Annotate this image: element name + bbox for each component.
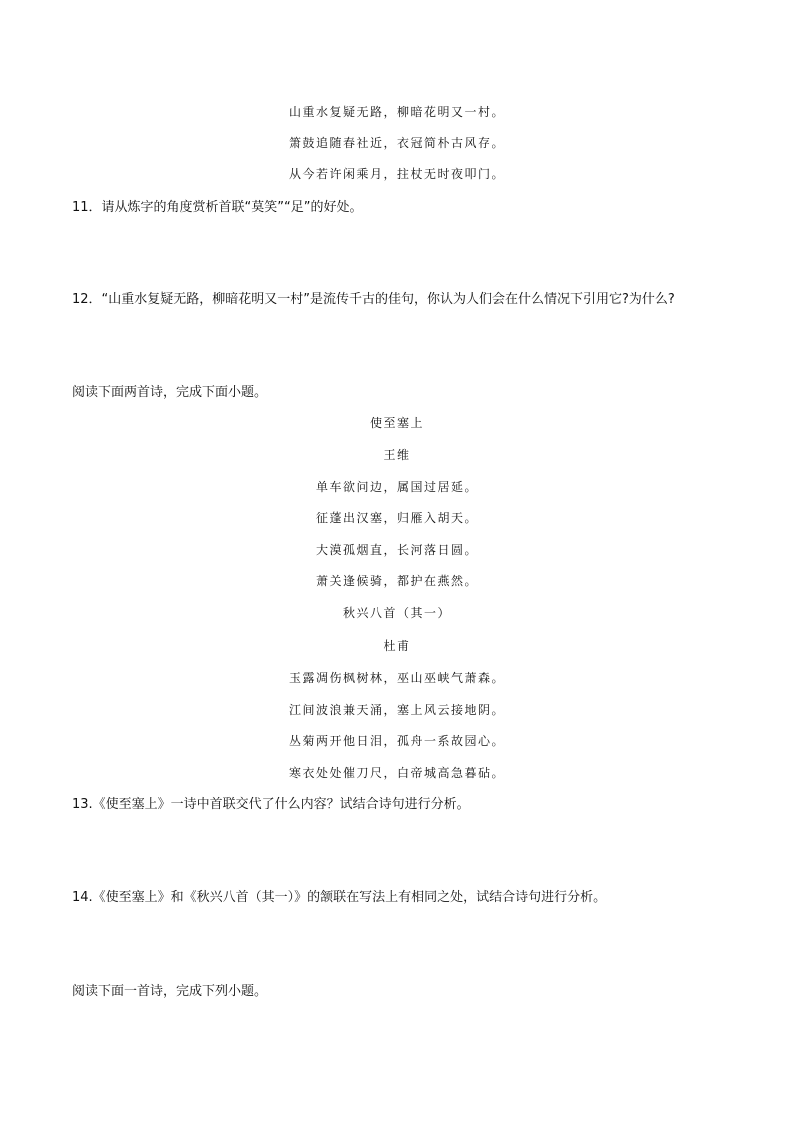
poem-title: 使至塞上 — [369, 416, 424, 430]
poem-line: 单车欲问边，属国过居延。 — [315, 480, 478, 494]
poem-author: 杜甫 — [383, 639, 411, 653]
poem-line: 萧关逢候骑，都护在燕然。 — [315, 574, 478, 588]
poem-line: 大漠孤烟直，长河落日圆。 — [315, 543, 478, 557]
poem-line: 箫鼓追随春社近，衣冠简朴古风存。 — [288, 136, 505, 150]
question-11: 11．请从炼字的角度赏析首联“莫笑”“足”的好处。 — [72, 200, 363, 215]
question-12: 12．“山重水复疑无路，柳暗花明又一村”是流传千古的佳句，你认为人们会在什么情况下引用它?为什么? — [72, 292, 675, 307]
poem-line: 寒衣处处催刀尺，白帝城高急暮砧。 — [288, 766, 505, 780]
poem-line: 山重水复疑无路，柳暗花明又一村。 — [288, 105, 505, 119]
reading-instruction: 阅读下面两首诗，完成下面小题。 — [72, 385, 268, 400]
question-13: 13.《使至塞上》一诗中首联交代了什么内容？试结合诗句进行分析。 — [72, 797, 470, 812]
question-14: 14.《使至塞上》和《秋兴八首（其一）》的颔联在写法上有相同之处，试结合诗句进行分析。 — [72, 890, 607, 905]
poem-title: 秋兴八首（其一） — [342, 606, 451, 620]
poem-author: 王维 — [383, 448, 411, 462]
poem-line: 从今若许闲乘月，拄杖无时夜叩门。 — [288, 167, 505, 181]
poem-line: 征蓬出汉塞，归雁入胡天。 — [315, 511, 478, 525]
poem-line: 丛菊两开他日泪，孤舟一系故园心。 — [288, 734, 505, 748]
poem-line: 江间波浪兼天涌，塞上风云接地阴。 — [288, 703, 505, 717]
reading-instruction: 阅读下面一首诗，完成下列小题。 — [72, 984, 268, 999]
poem-line: 玉露凋伤枫树林，巫山巫峡气萧森。 — [288, 671, 505, 685]
